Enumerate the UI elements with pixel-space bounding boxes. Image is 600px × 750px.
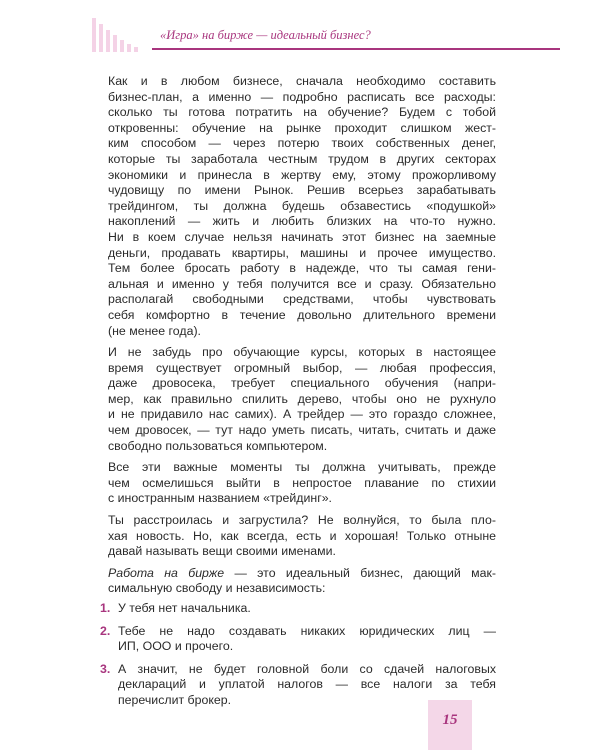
running-header: «Игра» на бирже — идеальный бизнес?: [160, 28, 371, 42]
text-line: которые ты заработала честным трудом в других секторах: [108, 151, 496, 166]
text-line: И не забудь про обучающие курсы, которых в настоящее: [108, 345, 496, 360]
paragraph-1: [92, 74, 496, 339]
text-line: ИП, ООО и прочего.: [118, 639, 234, 654]
text-line: деньги, продавать квартиры, машины и прочее имущество.: [108, 245, 496, 260]
text-line: перечислит брокер.: [118, 692, 232, 707]
text-line: и не придавило нас самих). А трейдер — это гораздо сложнее,: [108, 407, 496, 422]
paragraph-5: Работа на бирже — это идеальный бизнес, дающий мак- симальную свободу и независимость:: [108, 565, 496, 596]
italic-term: Работа на бирже: [108, 565, 225, 580]
text-line: Ты расстроилась и загрустила? Не волнуйся, то была пло-: [108, 513, 496, 528]
text-line: Тем более бросать работу в надежде, что ты самая гени-: [108, 261, 496, 276]
numbered-list: [92, 601, 496, 709]
text-line: чем дровосек, — тут надо уметь писать, читать, считать и даже: [108, 423, 496, 438]
paragraph-4: [92, 513, 496, 560]
text-line: сколько ты готова потратить на обучение? Будем с тобой: [108, 105, 496, 120]
text-line: свободно пользоваться компьютером.: [108, 438, 328, 453]
text-line: Как и в любом бизнесе, сначала необходимо составить: [108, 74, 496, 88]
text-line: Ни в коем случае нельзя начинать этот бизнес на заемные: [108, 229, 496, 244]
list-item: 1. У тебя нет начальника.: [92, 601, 496, 617]
paragraph-3: [92, 460, 496, 507]
text-line: Все эти важные моменты ты должна учитывать, прежде: [108, 460, 496, 475]
text-line: (не менее года).: [108, 323, 201, 338]
paragraph-2: [92, 345, 496, 454]
text-line: хая новость. Но, как всегда, есть и хорошая! Только отныне: [108, 528, 496, 543]
text-line: себя комфортно в течение довольно длительного времени: [108, 307, 496, 322]
header-decoration: [92, 18, 138, 52]
text-line: чудовищу по имени Рынок. Решив всерьез зарабатывать: [108, 183, 496, 198]
text-line: альная и именно у тебя получится все и сразу. Обязательно: [108, 276, 496, 291]
list-item: 2. Тебе не надо создавать никаких юридических лиц — ИП, ООО и прочего.: [100, 623, 496, 654]
text-line: бизнес-план, а именно — подробно расписать все расходы:: [108, 89, 496, 104]
text-line: накоплений — жить и любить близких на что-то нужно.: [108, 214, 496, 229]
text-line: даже дровосека, требует специального обучения (напри-: [108, 376, 496, 391]
text-line: чем осмелишься выйти в непростое плавание по стихии: [108, 475, 496, 490]
page-number-box: [428, 700, 472, 750]
page-body: [92, 74, 496, 716]
text-line: с иностранным названием «трейдинг».: [108, 491, 332, 506]
text-line: давай называть вещи своими именами.: [108, 544, 336, 559]
text-line: А значит, не будет головной боли со сдачей налоговых: [118, 661, 496, 676]
text-line: время существует огромный выбор, — любая профессия,: [108, 360, 496, 375]
header-rule: [152, 48, 560, 50]
text-line: деклараций и уплатой налогов — все налоги за тебя: [118, 677, 496, 692]
text-line: трейдингом, ты должна будешь обзавестись «подушкой»: [108, 198, 496, 213]
page-number: 15: [442, 712, 458, 728]
list-item: 3. А значит, не будет головной боли со сдачей налоговых деклараций и уплатой налогов — все налоги за тебя перечислит брокер.: [100, 661, 496, 707]
text-line: экономики и принесла в жертву ему, этому прожорливому: [108, 167, 496, 182]
text-line: мер, как правильно спилить дерево, чтобы оно не рухнуло: [108, 391, 496, 406]
text-line: ким способом — через потерю твоих собственных денег,: [108, 136, 496, 151]
text-line: У тебя нет начальника.: [118, 601, 251, 615]
text-line: откровенны: обучение на рынке проходит слишком жест-: [108, 120, 496, 135]
text-line: располагай свободными средствами, чтобы чувствовать: [108, 292, 496, 307]
text-line: Тебе не надо создавать никаких юридических лиц —: [118, 623, 496, 638]
